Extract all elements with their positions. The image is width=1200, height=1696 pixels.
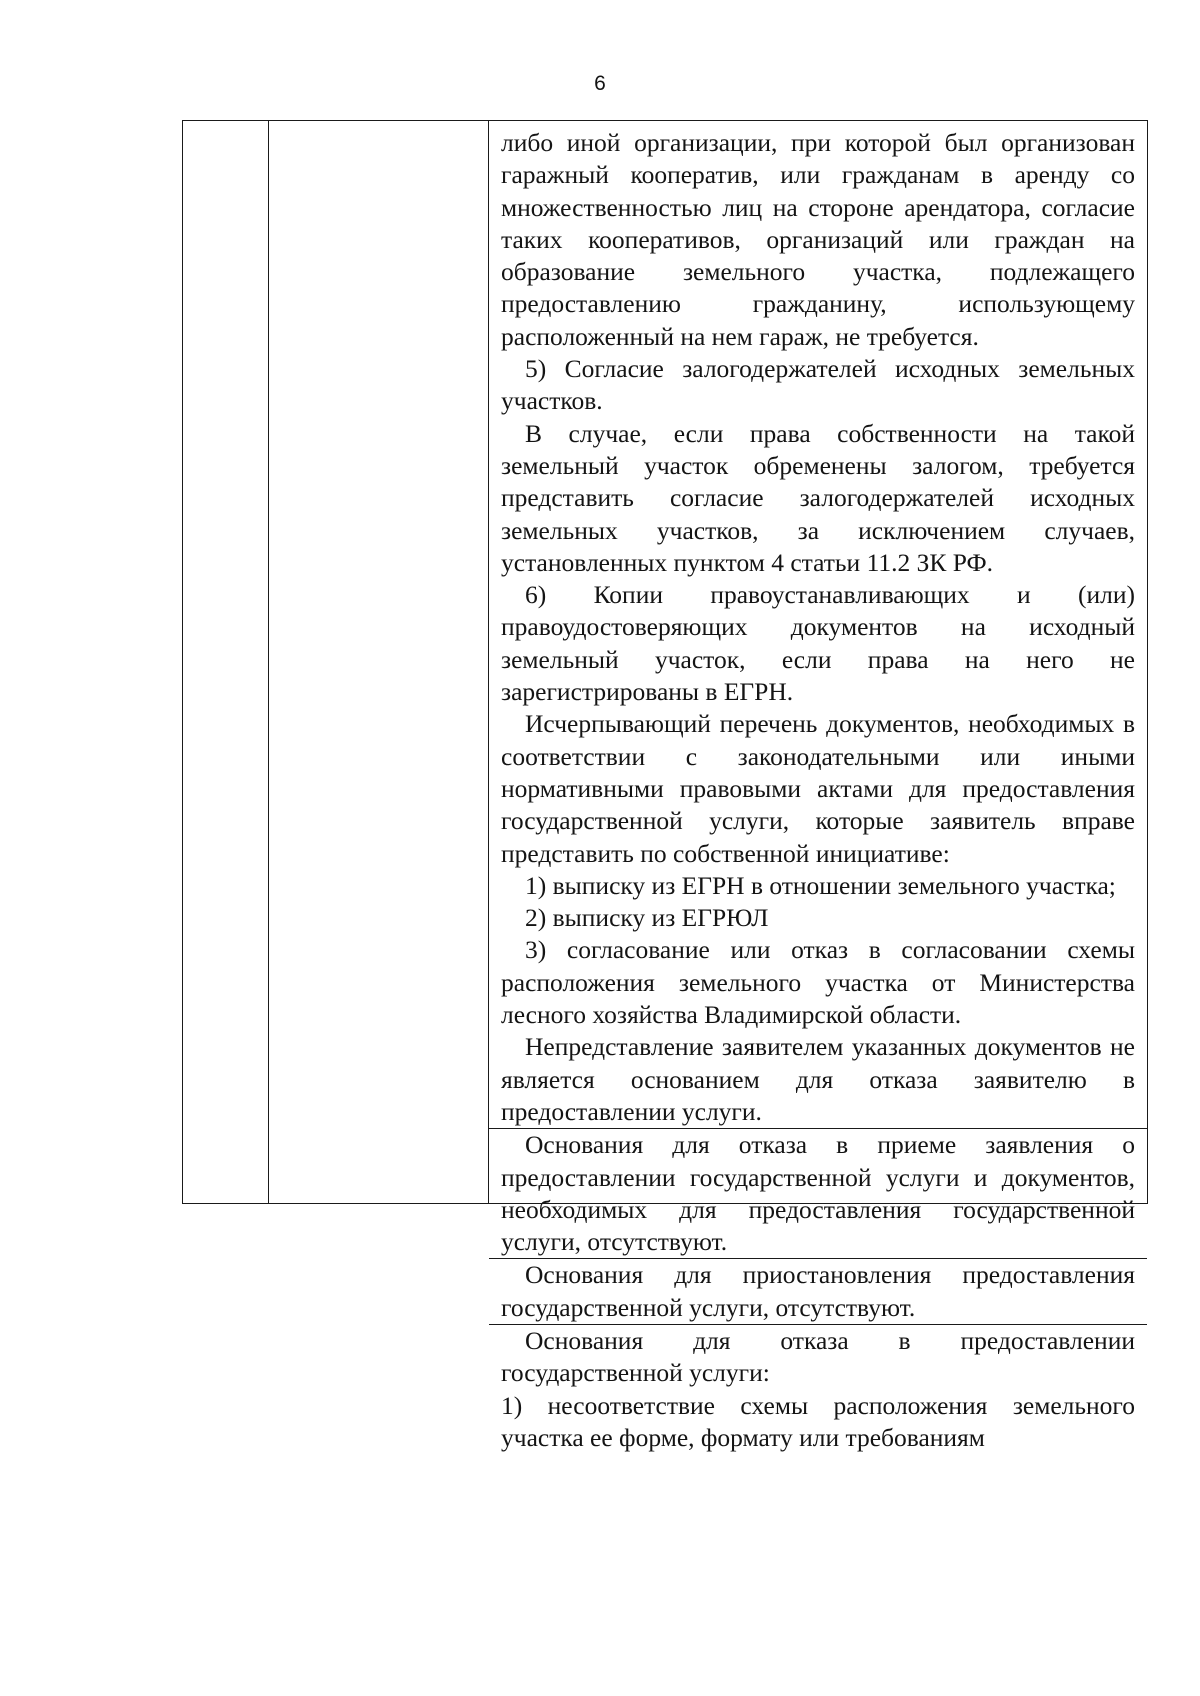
paragraph: Основания для отказа в приеме заявления о предоставлении государственной услуги и документов, необходимых для предоставления государственной услуги, отсутствуют. <box>501 1130 1135 1257</box>
paragraph: 1) несоответствие схемы расположения земельного участка ее форме, формату или требованиям <box>501 1390 1135 1452</box>
paragraph: Основания для приостановления предоставления государственной услуги, отсутствуют. <box>501 1260 1135 1322</box>
table-column-number <box>183 121 269 1203</box>
paragraph: Непредставление заявителем указанных документов не является основанием для отказа заявителю в предоставлении услуги. <box>501 1032 1135 1126</box>
paragraph: 1) выписку из ЕГРН в отношении земельного участка; <box>525 870 1116 900</box>
table-cell-refusal-service <box>501 1325 1135 1454</box>
page-number: 6 <box>594 72 606 95</box>
table-cell-documents <box>501 127 1135 1128</box>
table-cell-refusal-acceptance <box>501 1129 1135 1258</box>
table-cell-suspension <box>501 1259 1135 1324</box>
paragraph: Основания для отказа в предоставлении государственной услуги: <box>501 1325 1135 1388</box>
paragraph: 2) выписку из ЕГРЮЛ <box>525 903 769 933</box>
paragraph: 6) Копии правоустанавливающих и (или) правоудостоверяющих документов на исходный земельный участок, если права на него не зарегистрированы в ЕГРН. <box>501 580 1135 707</box>
document-table <box>182 120 1148 1452</box>
paragraph: Исчерпывающий перечень документов, необходимых в соответствии с законодательными или иными нормативными правовыми актами для предоставления государственной услуги, которые заявитель вправе представить по собственной инициативе: <box>501 709 1135 868</box>
paragraph: 3) согласование или отказ в согласовании схемы расположения земельного участка от Министерства лесного хозяйства Владимирской области. <box>501 935 1135 1030</box>
paragraph: В случае, если права собственности на такой земельный участок обременены залогом, требуется представить согласие залогодержателей исходных земельных участков, за исключением случаев, установленных пунктом 4 статьи 11.2 ЗК РФ. <box>501 418 1135 577</box>
table-column-content <box>489 121 1147 1452</box>
paragraph: 5) Согласие залогодержателей исходных земельных участков. <box>501 354 1135 416</box>
paragraph: либо иной организации, при которой был организован гаражный кооператив, или гражданам в аренду со множественностью лиц на стороне арендатора, согласие таких кооперативов, организаций или граждан на образование земельного участка, подлежащего предоставлению гражданину, использующему расположенный на нем гараж, не требуется. <box>501 128 1135 351</box>
table-column-title <box>269 121 489 1203</box>
